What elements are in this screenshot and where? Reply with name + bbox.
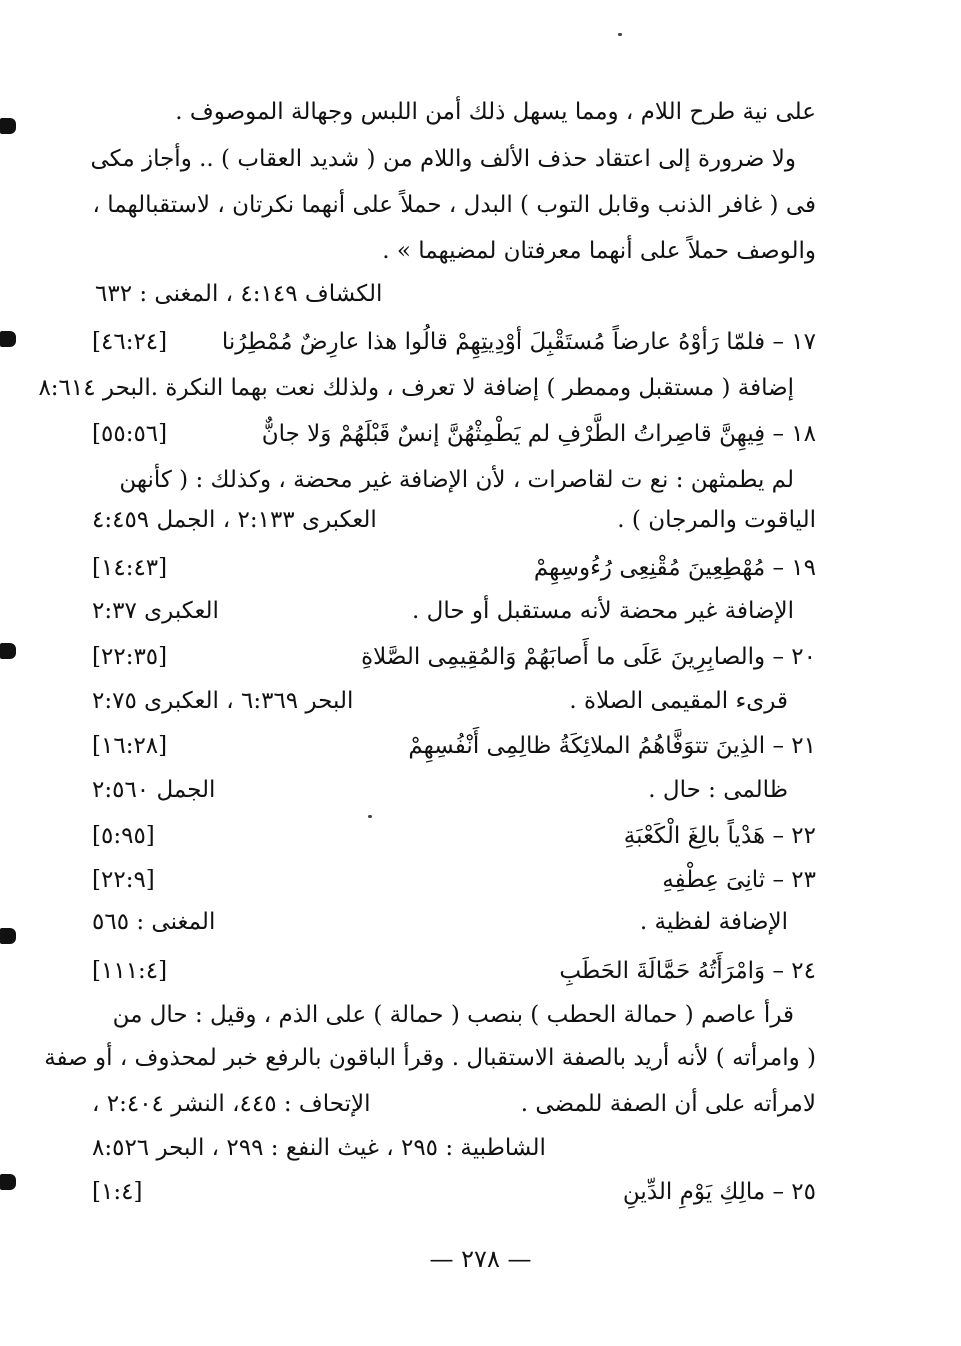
verse-reference: [٢٢:٩] <box>92 867 155 893</box>
line-text: لامرأته على أن الصفة للمضى . <box>520 1091 816 1117</box>
verse-line <box>92 813 816 859</box>
text-line <box>92 992 816 1038</box>
text-line <box>92 89 816 135</box>
verse-text: ٢٣ – ثانِىَ عِطْفِهِ <box>662 867 816 893</box>
line-text: فى ( غافر الذنب وقابل التوب ) البدل ، حملاً على أنهما نكرتان ، لاستقبالهما ، <box>92 192 816 218</box>
verse-reference: [١٦:٢٨] <box>92 733 168 759</box>
text-line <box>92 182 816 228</box>
line-text: ( وامرأته ) لأنه أريد بالصفة الاستقبال . وقرأ الباقون بالرفع خبر لمحذوف ، أو صفة <box>44 1045 816 1071</box>
verse-line <box>92 1169 816 1215</box>
scan-margin-mark <box>0 331 16 347</box>
line-text: ولا ضرورة إلى اعتقاد حذف الألف واللام من ( شديد العقاب ) .. وأجاز مكى <box>90 146 796 172</box>
text-line <box>38 365 816 411</box>
page-number: — ٢٧٨ — <box>429 1245 532 1273</box>
line-text: إضافة ( مستقبل وممطر ) إضافة لا تعرف ، ولذلك نعت بهما النكرة .البحر ٨:٦١٤ <box>38 375 794 401</box>
scan-speck <box>618 33 622 36</box>
source-citation: المغنى : ٥٦٥ <box>92 909 216 935</box>
line-text: والوصف حملاً على أنهما معرفتان لمضيهما » . <box>382 238 816 264</box>
verse-reference: [٥:٩٥] <box>92 823 155 849</box>
scan-margin-mark <box>0 928 16 944</box>
text-line <box>92 678 816 724</box>
line-text: الإضافة غير محضة لأنه مستقبل أو حال . <box>411 598 794 624</box>
verse-reference: [٢٢:٣٥] <box>92 644 168 670</box>
verse-text: ٢٠ – والصابِرِينَ عَلَى ما أَصابَهُمْ وَالمُقِيمِى الصَّلاةِ <box>361 644 816 670</box>
text-line <box>88 136 816 182</box>
source-citation: العكبرى ٢:٣٧ <box>92 598 219 624</box>
source-line <box>92 271 816 317</box>
verse-text: ٢٥ – مالِكِ يَوْمِ الدِّينِ <box>622 1179 816 1205</box>
verse-text: ٢١ – الذِينَ تتوَفَّاهُمُ الملائِكَةُ ظالِمِى أَنْفُسِهِمْ <box>408 733 816 759</box>
source-citation: الكشاف ٤:١٤٩ ، المغنى : ٦٣٢ <box>95 281 383 307</box>
line-text: على نية طرح اللام ، ومما يسهل ذلك أمن اللبس وجهالة الموصوف . <box>175 99 816 125</box>
text-line <box>92 899 816 945</box>
text-line <box>92 767 816 813</box>
verse-line <box>92 857 816 903</box>
verse-text: ١٩ – مُهْطِعِينَ مُقْنِعِى رُءُوسِهِمْ <box>533 555 816 581</box>
line-text: الإضافة لفظية . <box>639 909 788 935</box>
verse-line <box>92 319 816 365</box>
verse-reference: [٥٥:٥٦] <box>92 421 168 447</box>
text-line <box>92 228 816 274</box>
source-citation: البحر ٦:٣٦٩ ، العكبرى ٢:٧٥ <box>92 688 354 714</box>
verse-text: ١٨ – فِيهِنَّ قاصِراتُ الطَّرْفِ لم يَطْمِثْهُنَّ إنسٌ قَبْلَهُمْ وَلا جانٌّ <box>261 421 816 447</box>
verse-line <box>92 545 816 591</box>
verse-line <box>92 723 816 769</box>
text-line <box>44 1035 816 1081</box>
verse-line <box>92 948 816 994</box>
scan-margin-mark <box>0 1174 16 1190</box>
text-line <box>92 497 816 543</box>
verse-text: ٢٢ – هَدْياً بالِغَ الْكَعْبَةِ <box>623 823 816 849</box>
source-citation: العكبرى ٢:١٣٣ ، الجمل ٤:٤٥٩ <box>92 507 377 533</box>
verse-reference: [١١١:٤] <box>92 958 168 984</box>
scan-margin-mark <box>0 118 16 134</box>
text-line <box>92 1081 816 1127</box>
line-text: قرىء المقيمى الصلاة . <box>569 688 788 714</box>
text-line <box>92 588 816 634</box>
line-text: قرأ عاصم ( حمالة الحطب ) بنصب ( حمالة ) على الذم ، وقيل : حال من <box>112 1002 794 1028</box>
verse-text: ٢٤ – وَامْرَأَتُهُ حَمَّالَةَ الحَطَبِ <box>559 958 816 984</box>
source-line <box>92 1125 816 1171</box>
source-citation: الجمل ٢:٥٦٠ <box>92 777 216 803</box>
line-text: ظالمى : حال . <box>648 777 788 803</box>
line-text: الياقوت والمرجان ) . <box>617 507 816 533</box>
source-citation: الشاطبية : ٢٩٥ ، غيث النفع : ٢٩٩ ، البحر ٨:٥٢٦ <box>92 1135 546 1161</box>
verse-reference: [١:٤] <box>92 1179 143 1205</box>
verse-reference: [٤٦:٢٤] <box>92 329 168 355</box>
verse-line <box>92 634 816 680</box>
verse-line <box>92 411 816 457</box>
line-text: لم يطمثهن : نع ت لقاصرات ، لأن الإضافة غير محضة ، وكذلك : ( كأنهن <box>119 467 794 493</box>
verse-text: ١٧ – فلمّا رَأوْهُ عارضاً مُستَقْبِلَ أوْدِيتِهِمْ قالُوا هذا عارِضٌ مُمْطِرُنا <box>221 329 816 355</box>
scan-margin-mark <box>0 643 16 659</box>
verse-reference: [١٤:٤٣] <box>92 555 168 581</box>
source-citation: الإتحاف : ٤٤٥، النشر ٢:٤٠٤ ، <box>92 1091 371 1117</box>
